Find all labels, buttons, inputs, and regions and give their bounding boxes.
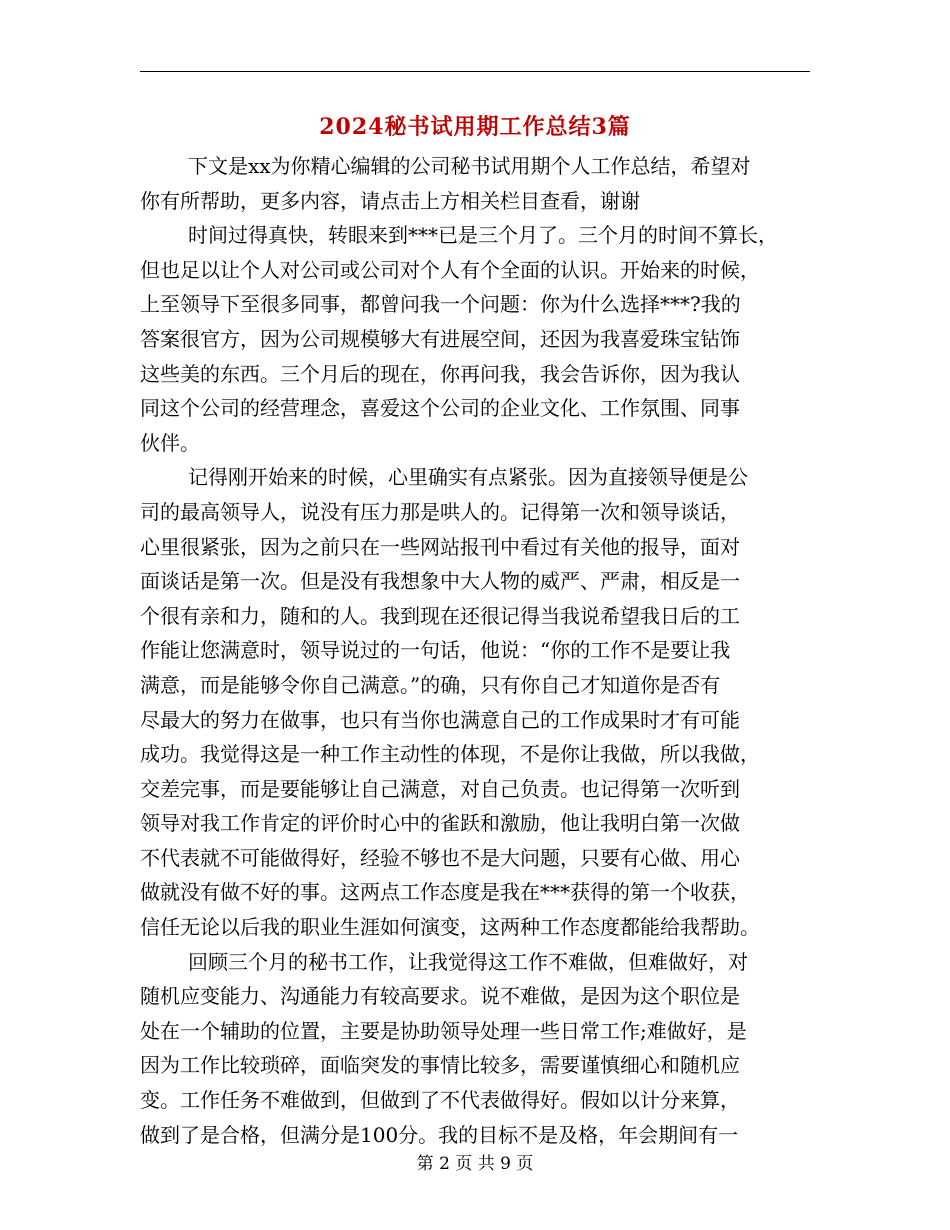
body-line: 你有所帮助，更多内容，请点击上方相关栏目查看，谢谢 xyxy=(140,188,640,213)
body-line: 领导对我工作肯定的评价时心中的雀跃和激励，他让我明白第一次做 xyxy=(140,811,740,836)
document-title: 2024秘书试用期工作总结3篇 xyxy=(319,114,631,140)
body-line: 交差完事，而是要能够让自己满意，对自己负责。也记得第一次听到 xyxy=(140,776,740,801)
body-line: 面谈话是第一次。但是没有我想象中大人物的威严、严肃，相反是一 xyxy=(140,569,740,594)
body-line: 个很有亲和力，随和的人。我到现在还很记得当我说希望我日后的工 xyxy=(140,603,740,628)
body-line: 信任无论以后我的职业生涯如何演变，这两种工作态度都能给我帮助。 xyxy=(140,915,760,940)
body-line: 上至领导下至很多同事，都曾问我一个问题：你为什么选择***?我的 xyxy=(140,292,741,317)
body-line: 变。工作任务不难做到，但做到了不代表做得好。假如以计分来算， xyxy=(140,1088,740,1113)
body-line: 处在一个辅助的位置，主要是协助领导处理一些日常工作;难做好，是 xyxy=(140,1018,747,1043)
body-line: 下文是xx为你精心编辑的公司秘书试用期个人工作总结，希望对 xyxy=(188,154,751,178)
body-line: 伙伴。 xyxy=(140,430,200,455)
body-line: 答案很官方，因为公司规模够大有进展空间，还因为我喜爱珠宝钻饰 xyxy=(140,326,740,351)
body-line: 司的最高领导人，说没有压力那是哄人的。记得第一次和领导谈话， xyxy=(140,499,740,524)
body-line: 作能让您满意时，领导说过的一句话，他说：“你的工作不是要让我 xyxy=(140,638,731,663)
body-line: 因为工作比较琐碎，面临突发的事情比较多，需要谨慎细心和随机应 xyxy=(140,1053,740,1078)
body-line: 不代表就不可能做得好，经验不够也不是大问题，只要有心做、用心 xyxy=(140,845,740,870)
body-line: 同这个公司的经营理念，喜爱这个公司的企业文化、工作氛围、同事 xyxy=(140,396,740,421)
header-rule xyxy=(140,71,810,72)
body-line: 随机应变能力、沟通能力有较高要求。说不难做，是因为这个职位是 xyxy=(140,984,740,1009)
body-line: 尽最大的努力在做事，也只有当你也满意自己的工作成果时才有可能 xyxy=(140,707,740,732)
body-line: 回顾三个月的秘书工作，让我觉得这工作不难做，但难做好，对 xyxy=(188,949,748,974)
body-line: 满意，而是能够令你自己满意。”的确，只有你自己才知道你是否有 xyxy=(140,672,721,697)
body-line: 心里很紧张，因为之前只在一些网站报刊中看过有关他的报导，面对 xyxy=(140,534,740,559)
body-line: 做就没有做不好的事。这两点工作态度是我在***获得的第一个收获， xyxy=(140,880,750,905)
body-line: 但也足以让个人对公司或公司对个人有个全面的认识。开始来的时候， xyxy=(140,257,760,282)
body-line: 成功。我觉得这是一种工作主动性的体现，不是你让我做，所以我做， xyxy=(140,742,760,767)
page-number: 第 2 页 共 9 页 xyxy=(416,1154,534,1174)
body-line: 这些美的东西。三个月后的现在，你再问我，我会告诉你，因为我认 xyxy=(140,361,740,386)
body-line: 做到了是合格，但满分是100分。我的目标不是及格，年会期间有一 xyxy=(140,1122,739,1147)
body-line: 记得刚开始来的时候，心里确实有点紧张。因为直接领导便是公 xyxy=(188,465,748,490)
body-line: 时间过得真快，转眼来到***已是三个月了。三个月的时间不算长， xyxy=(188,223,778,248)
document-body xyxy=(140,149,810,1152)
